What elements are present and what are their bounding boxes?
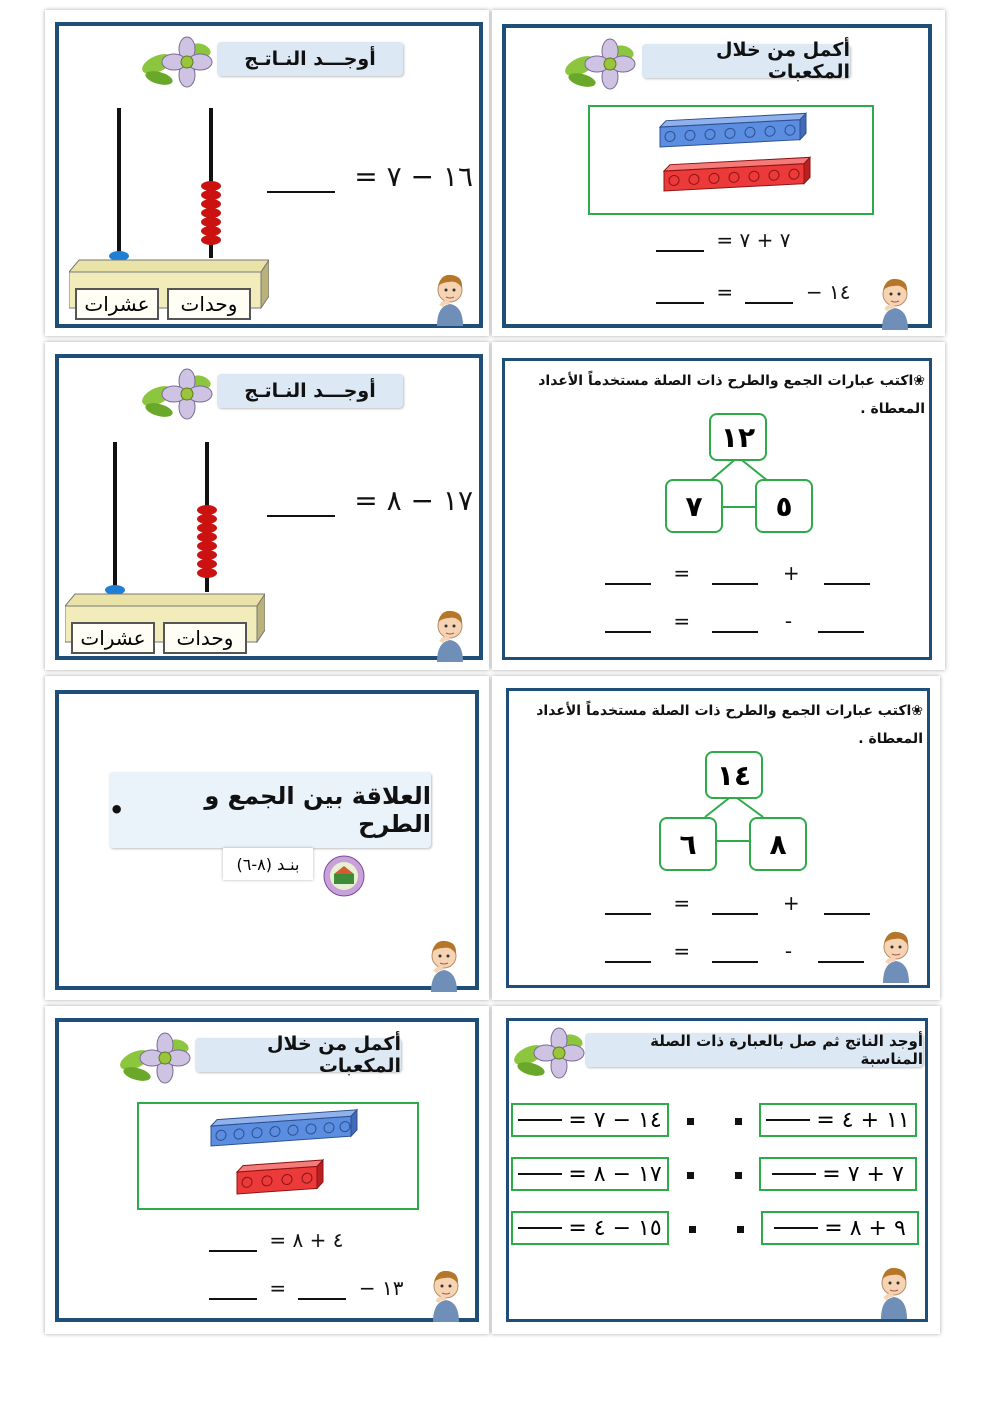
card-frame [506,1018,928,1322]
answer-blank[interactable] [656,250,704,252]
lesson-title [109,772,431,848]
answer-blank[interactable] [712,631,758,633]
match-dot[interactable] [735,1172,742,1179]
thinking-boy-icon [877,1259,911,1319]
expression-text: ١٤ − ٧ = [568,1107,662,1133]
answer-blank[interactable] [267,191,335,193]
top-number: ١٤ [705,751,763,799]
answer-blank[interactable] [605,583,651,585]
flower-bullet-icon: ❀ [911,703,923,719]
card-find-result-17-8 [45,342,489,670]
answer-blank[interactable] [774,1227,818,1229]
abacus [69,94,269,309]
tens-label: عشرات [71,622,155,654]
lesson-subtitle: بنـد (٨-٦) [223,848,313,880]
answer-blank[interactable] [209,1250,257,1252]
equals-sign: = [673,939,691,963]
equation-text: ٤ + ٨ = [269,1228,344,1252]
card-title: أوجد الناتج ثم صل بالعبارة ذات الصلة المناسبة [585,1033,923,1067]
cubes-box [137,1102,419,1210]
equals-sign: = [673,891,691,915]
instruction-line-1: اكتب عبارات الجمع والطرح ذات الصلة مستخدماً الأعداد [536,703,912,719]
card-frame [502,358,932,660]
left-number: ٦ [659,817,717,871]
equation-text: ١٧ − ٨ = [354,484,473,517]
answer-blank[interactable] [766,1119,810,1121]
school-logo-icon [321,854,367,898]
answer-blank[interactable] [518,1227,562,1229]
card-match-related [492,1006,940,1334]
right-expression-2[interactable] [759,1157,917,1191]
answer-blank[interactable] [712,913,758,915]
equation-text: ١٣ − [358,1276,404,1300]
equation-1 [209,1228,343,1252]
units-label: وحدات [163,622,247,654]
equation-2 [656,280,850,304]
cubes-box [588,105,874,215]
expression-text: ١١ + ٤ = [816,1107,910,1133]
card-frame [55,690,479,990]
card-fact-family-14 [492,676,940,1000]
equals-sign: = [716,280,734,304]
answer-blank[interactable] [605,961,651,963]
flower-icon [511,1025,591,1079]
equation-text: ١٤ − [805,280,851,304]
cubes-illustration [590,107,872,213]
card-lesson-title [45,676,489,1000]
card-frame [55,22,483,328]
card-complete-cubes-4-8 [45,1006,489,1334]
equation-2 [209,1276,403,1300]
thinking-boy-icon [878,270,912,330]
lesson-title-text: العلاقة بين الجمع و الطرح [204,782,431,838]
left-expression-3[interactable] [511,1211,669,1245]
answer-blank[interactable] [656,302,704,304]
units-label: وحدات [167,288,251,320]
card-title: أوجـــد النـاتـج [217,374,403,408]
minus-sign: - [784,939,793,963]
answer-blank[interactable] [712,961,758,963]
flower-icon [139,366,219,420]
card-title: أوجـــد النـاتـج [217,42,403,76]
answer-blank[interactable] [824,583,870,585]
tens-label: عشرات [75,288,159,320]
right-expression-1[interactable] [759,1103,917,1137]
expression-text: ٧ + ٧ = [822,1161,904,1187]
left-expression-2[interactable] [511,1157,669,1191]
card-complete-cubes-7-7 [492,10,945,336]
equation-text: ١٦ − ٧ = [354,160,473,193]
equals-sign: = [269,1276,287,1300]
answer-blank[interactable] [712,583,758,585]
match-dot[interactable] [689,1226,696,1233]
abacus [65,428,265,643]
match-dot[interactable] [687,1118,694,1125]
expression-text: ٩ + ٨ = [824,1215,906,1241]
subtraction-row [605,939,864,963]
answer-blank[interactable] [298,1298,346,1300]
instruction-line-1: اكتب عبارات الجمع والطرح ذات الصلة مستخدماً الأعداد [538,373,914,389]
answer-blank[interactable] [772,1173,816,1175]
subtraction-row [605,609,864,633]
match-dot[interactable] [735,1118,742,1125]
card-frame [506,688,930,988]
thinking-boy-icon [433,266,467,326]
flower-icon [562,36,642,90]
plus-sign: + [782,891,800,915]
equation-1 [656,228,790,252]
card-find-result-16-7 [45,10,489,336]
answer-blank[interactable] [745,302,793,304]
answer-blank[interactable] [605,631,651,633]
top-number: ١٢ [709,413,767,461]
addition-row [605,561,870,585]
equals-sign: = [673,561,691,585]
instruction-line-2: المعطاة . [860,401,925,417]
card-title: أكمل من خلال المكعبات [642,44,850,78]
equation [267,160,473,193]
flower-icon [139,34,219,88]
match-dot[interactable] [687,1172,694,1179]
card-frame [502,24,932,328]
left-number: ٧ [665,479,723,533]
answer-blank[interactable] [518,1119,562,1121]
match-dot[interactable] [737,1226,744,1233]
flower-icon [117,1030,197,1084]
cubes-illustration [139,1104,417,1208]
thinking-boy-icon [427,932,461,992]
equation-text: ٧ + ٧ = [716,228,791,252]
instruction-line-2: المعطاة . [858,731,923,747]
card-title: أكمل من خلال المكعبات [195,1038,401,1072]
answer-blank[interactable] [605,913,651,915]
card-frame [55,354,483,660]
plus-sign: + [782,561,800,585]
expression-text: ١٧ − ٨ = [568,1161,662,1187]
right-number: ٨ [749,817,807,871]
right-expression-3[interactable] [761,1211,919,1245]
right-number: ٥ [755,479,813,533]
answer-blank[interactable] [209,1298,257,1300]
expression-text: ١٥ − ٤ = [568,1215,662,1241]
bullet: • [109,796,125,824]
answer-blank[interactable] [824,913,870,915]
card-frame [55,1018,479,1322]
left-expression-1[interactable] [511,1103,669,1137]
thinking-boy-icon [433,602,467,662]
flower-bullet-icon: ❀ [913,373,925,389]
thinking-boy-icon [429,1262,463,1322]
answer-blank[interactable] [518,1173,562,1175]
card-fact-family-12 [492,342,945,670]
answer-blank[interactable] [818,631,864,633]
thinking-boy-icon [879,923,913,983]
minus-sign: - [784,609,793,633]
addition-row [605,891,870,915]
answer-blank[interactable] [818,961,864,963]
equation [267,484,473,517]
equals-sign: = [673,609,691,633]
answer-blank[interactable] [267,515,335,517]
